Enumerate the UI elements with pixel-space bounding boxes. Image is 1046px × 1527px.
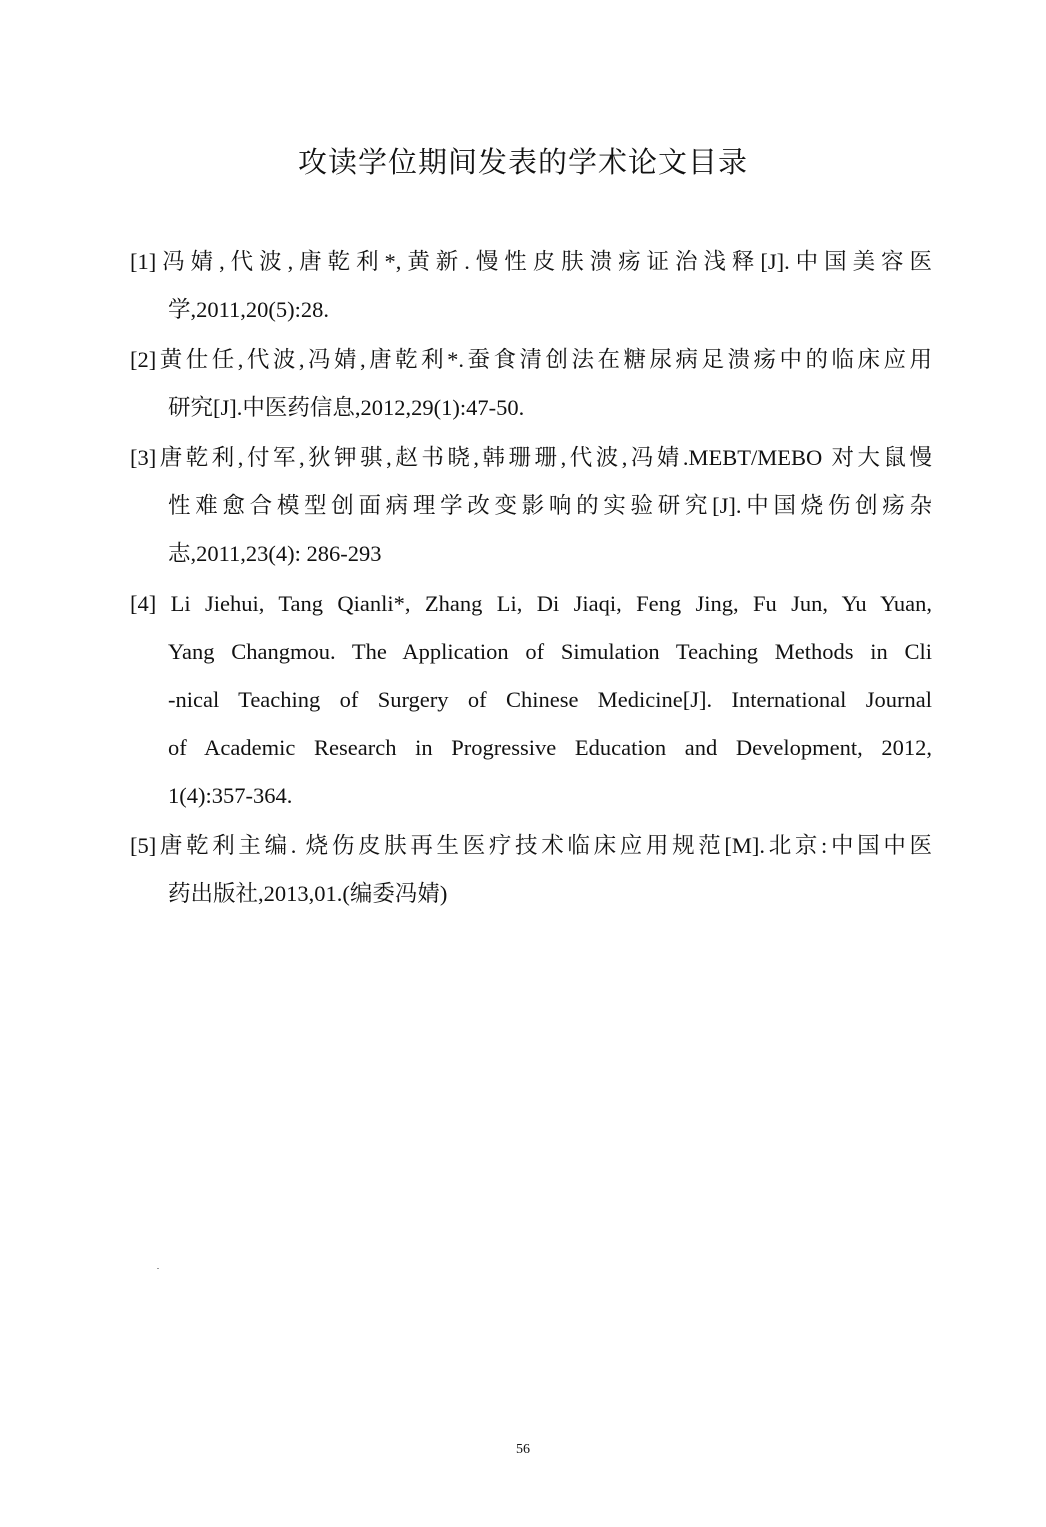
- reference-entry-5: [130, 822, 932, 918]
- reference-line: 研究[J].中医药信息,2012,29(1):47-50.: [168, 395, 525, 420]
- reference-line: 药出版社,2013,01.(编委冯婧): [168, 881, 448, 906]
- reference-line: 志,2011,23(4): 286-293: [168, 541, 382, 566]
- publication-list: [130, 238, 932, 918]
- reference-line: 性难愈合模型创面病理学改变影响的实验研究[J].中国烧伤创疡杂: [168, 493, 932, 518]
- reference-entry-1: [130, 238, 932, 334]
- reference-line: [3]唐乾利,付军,狄钾骐,赵书晓,韩珊珊,代波,冯婧.MEBT/MEBO 对大鼠慢: [130, 445, 932, 470]
- reference-line: 学,2011,20(5):28.: [168, 297, 330, 322]
- reference-line: [1]冯婧,代波,唐乾利*,黄新.慢性皮肤溃疡证治浅释[J].中国美容医: [130, 249, 932, 274]
- reference-entry-4: [130, 580, 932, 820]
- reference-line: Yang Changmou. The Application of Simulation Teaching Methods in Cli: [168, 639, 932, 664]
- reference-line: 1(4):357-364.: [168, 783, 293, 808]
- reference-line: [2]黄仕任,代波,冯婧,唐乾利*.蚕食清创法在糖尿病足溃疡中的临床应用: [130, 347, 932, 372]
- page-title: 攻读学位期间发表的学术论文目录: [297, 145, 748, 179]
- reference-entry-2: [130, 336, 932, 432]
- reference-line: [5]唐乾利主编. 烧伤皮肤再生医疗技术临床应用规范[M].北京:中国中医: [130, 833, 932, 858]
- scan-speck: [157, 1268, 159, 1269]
- reference-line: -nical Teaching of Surgery of Chinese Medicine[J]. International Journal: [168, 687, 932, 712]
- reference-line: [4] Li Jiehui, Tang Qianli*, Zhang Li, Di Jiaqi, Feng Jing, Fu Jun, Yu Yuan,: [130, 591, 932, 616]
- reference-entry-3: [130, 434, 932, 578]
- reference-line: of Academic Research in Progressive Education and Development, 2012,: [168, 735, 932, 760]
- page-number: 56: [516, 1442, 530, 1457]
